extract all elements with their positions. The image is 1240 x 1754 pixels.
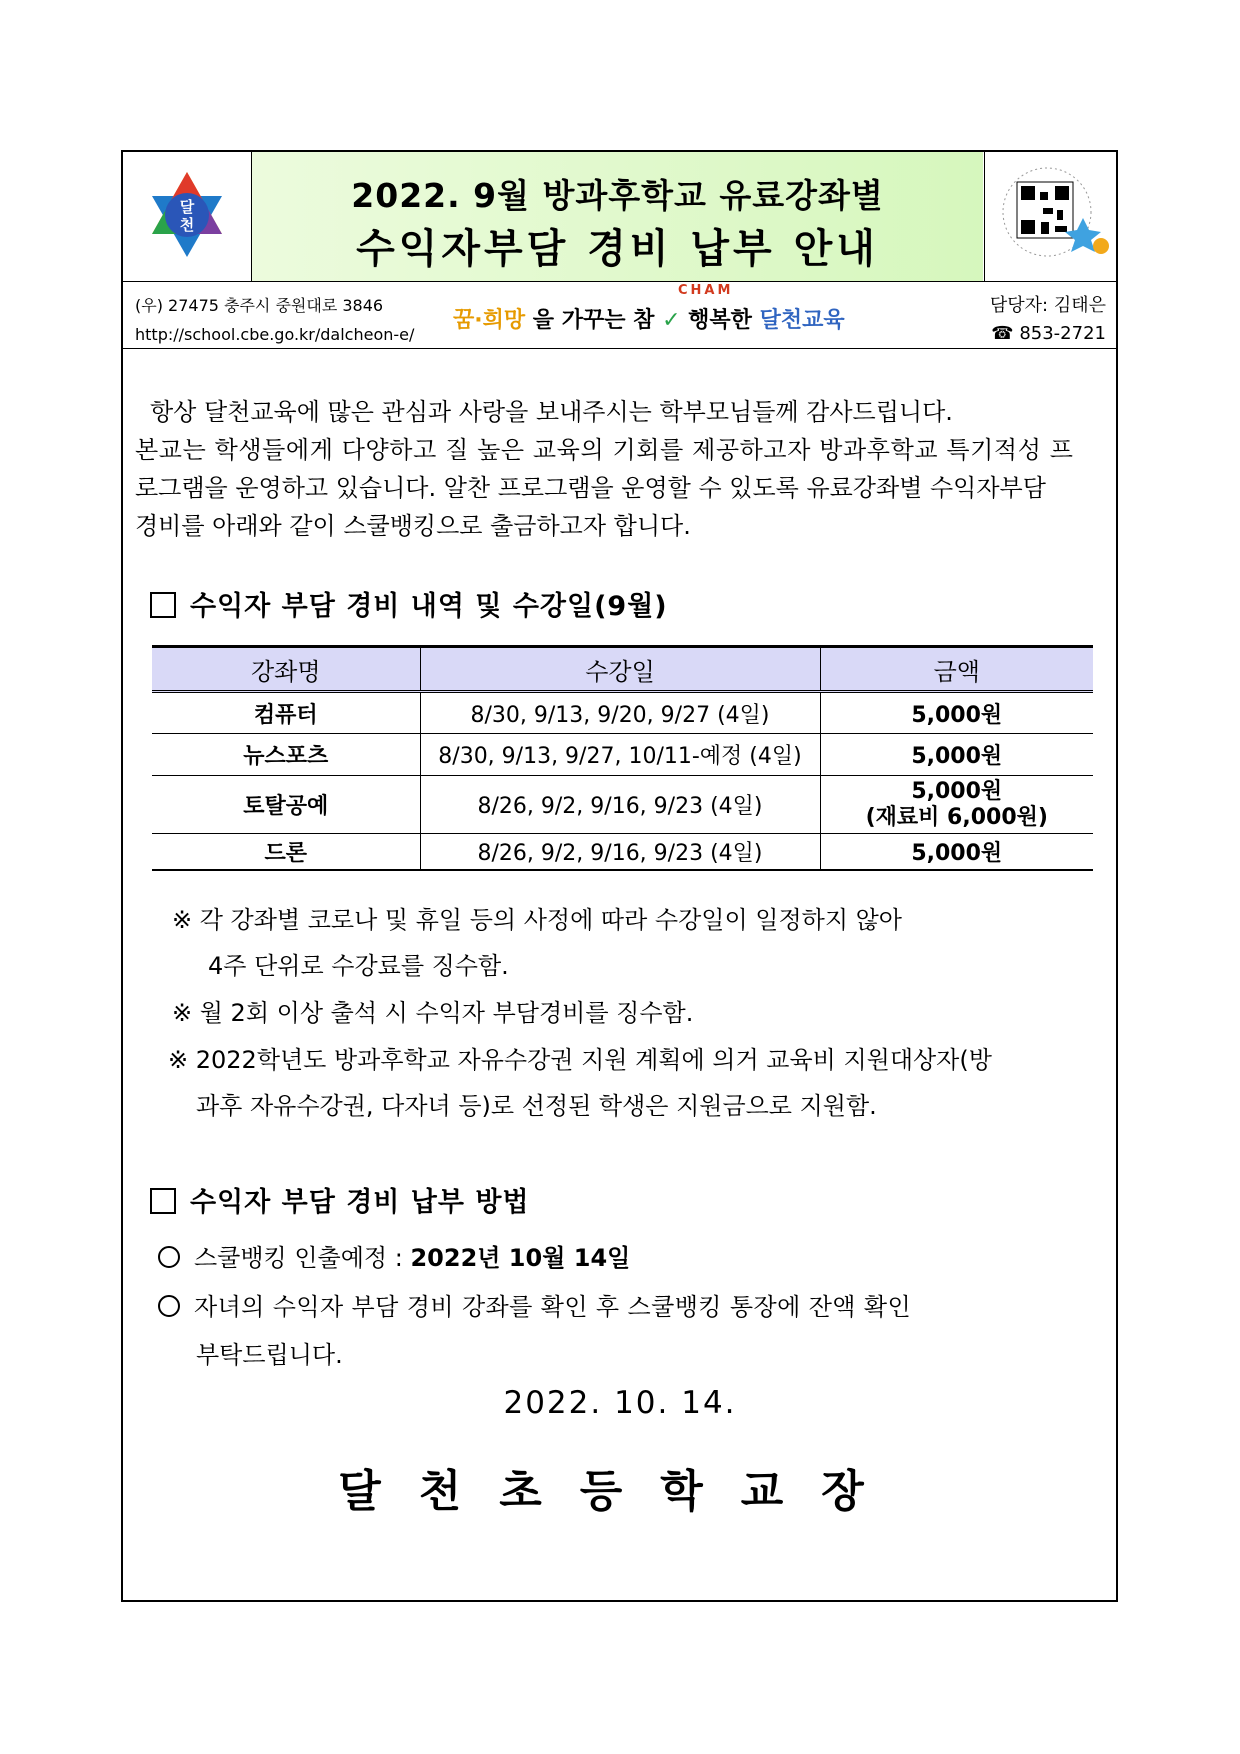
course-name: 컴퓨터 <box>152 692 420 734</box>
svg-text:달: 달 <box>179 198 195 216</box>
material-fee-note: (재료비 6,000원) <box>865 804 1048 830</box>
col-header-course: 강좌명 <box>152 647 420 692</box>
title-banner <box>252 152 983 281</box>
contact-person: 담당자: 김태은 <box>989 295 1106 316</box>
slogan-part-2: 을 가꾸는 참 <box>532 308 655 333</box>
table-header-row <box>152 647 1093 692</box>
intro-line-3: 로그램을 운영하고 있습니다. 알찬 프로그램을 운영할 수 있도록 유료강좌별 수익자부담 <box>135 474 1046 502</box>
col-header-amount: 금액 <box>820 647 1093 692</box>
withdrawal-date: 2022년 10월 14일 <box>410 1244 631 1272</box>
signature: 달천초등학교장 <box>338 1466 902 1517</box>
slogan-part-1: 꿈·희망 <box>453 308 526 333</box>
note-3-cont: 과후 자유수강권, 다자녀 등)로 선정된 학생은 지원금으로 지원함. <box>196 1092 877 1120</box>
method-item-2-text: 자녀의 수익자 부담 경비 강좌를 확인 후 스쿨뱅킹 통장에 잔액 확인 <box>194 1293 912 1321</box>
table-row <box>152 734 1093 776</box>
course-amount: 5,000원 <box>911 778 1003 804</box>
fee-table <box>152 645 1093 871</box>
section-2-heading <box>150 1180 530 1219</box>
intro-line-4: 경비를 아래와 같이 스쿨뱅킹으로 출금하고자 합니다. <box>135 512 691 540</box>
section-2-title: 수익자 부담 경비 납부 방법 <box>190 1187 530 1218</box>
checkbox-icon <box>150 1188 176 1214</box>
table-row <box>152 776 1093 834</box>
course-name: 드론 <box>152 834 420 870</box>
method-item-1 <box>158 1238 630 1273</box>
note-1-cont: 4주 단위로 수강료를 징수함. <box>208 952 509 980</box>
slogan-cham: CHAM <box>678 283 734 298</box>
circle-bullet-icon <box>158 1295 180 1317</box>
checkbox-icon <box>150 592 176 618</box>
table-row <box>152 834 1093 870</box>
course-dates: 8/30, 9/13, 9/20, 9/27 (4일) <box>420 692 820 734</box>
note-3: ※ 2022학년도 방과후학교 자유수강권 지원 계획에 의거 교육비 지원대상자(방 <box>168 1046 992 1074</box>
document-date: 2022. 10. 14. <box>503 1385 737 1421</box>
method-item-2 <box>158 1287 911 1322</box>
col-header-dates: 수강일 <box>420 647 820 692</box>
info-bar <box>123 283 1116 349</box>
section-1-title: 수익자 부담 경비 내역 및 수강일(9월) <box>190 591 668 622</box>
title-line-1: 2022. 9월 방과후학교 유료강좌별 <box>351 176 884 215</box>
slogan <box>453 283 845 334</box>
course-amount: 5,000원 <box>820 834 1093 870</box>
checkmark-icon: ✓ <box>662 308 681 333</box>
intro-line-1: 항상 달천교육에 많은 관심과 사랑을 보내주시는 학부모님들께 감사드립니다. <box>150 398 953 426</box>
course-amount-cell <box>820 776 1093 834</box>
course-name: 뉴스포츠 <box>152 734 420 776</box>
phone-number: ☎ 853-2721 <box>991 323 1106 344</box>
svg-text:천: 천 <box>179 216 195 234</box>
header <box>123 152 1116 282</box>
note-1: ※ 각 강좌별 코로나 및 휴일 등의 사정에 따라 수강일이 일정하지 않아 <box>172 906 902 934</box>
note-2: ※ 월 2회 이상 출석 시 수익자 부담경비를 징수함. <box>172 999 694 1027</box>
qr-code-icon <box>984 152 1117 281</box>
school-address: (우) 27475 충주시 중원대로 3846 <box>135 296 384 315</box>
course-dates: 8/30, 9/13, 9/27, 10/11-예정 (4일) <box>420 734 820 776</box>
intro-line-2: 본교는 학생들에게 다양하고 질 높은 교육의 기회를 제공하고자 방과후학교 특기적성 프 <box>135 436 1074 464</box>
slogan-part-4: 달천교육 <box>759 308 845 333</box>
circle-bullet-icon <box>158 1246 180 1268</box>
title-line-2: 수익자부담 경비 납부 안내 <box>356 226 879 272</box>
course-amount: 5,000원 <box>820 692 1093 734</box>
table-row <box>152 692 1093 734</box>
school-logo <box>123 152 252 281</box>
course-name: 토탈공예 <box>152 776 420 834</box>
section-1-heading <box>150 584 668 623</box>
method-item-2-cont: 부탁드립니다. <box>196 1341 343 1369</box>
slogan-part-3: 행복한 <box>688 308 752 333</box>
course-dates: 8/26, 9/2, 9/16, 9/23 (4일) <box>420 776 820 834</box>
withdrawal-label: 스쿨뱅킹 인출예정 : <box>194 1244 403 1272</box>
course-dates: 8/26, 9/2, 9/16, 9/23 (4일) <box>420 834 820 870</box>
course-amount: 5,000원 <box>820 734 1093 776</box>
school-url[interactable]: http://school.cbe.go.kr/dalcheon-e/ <box>135 325 415 344</box>
